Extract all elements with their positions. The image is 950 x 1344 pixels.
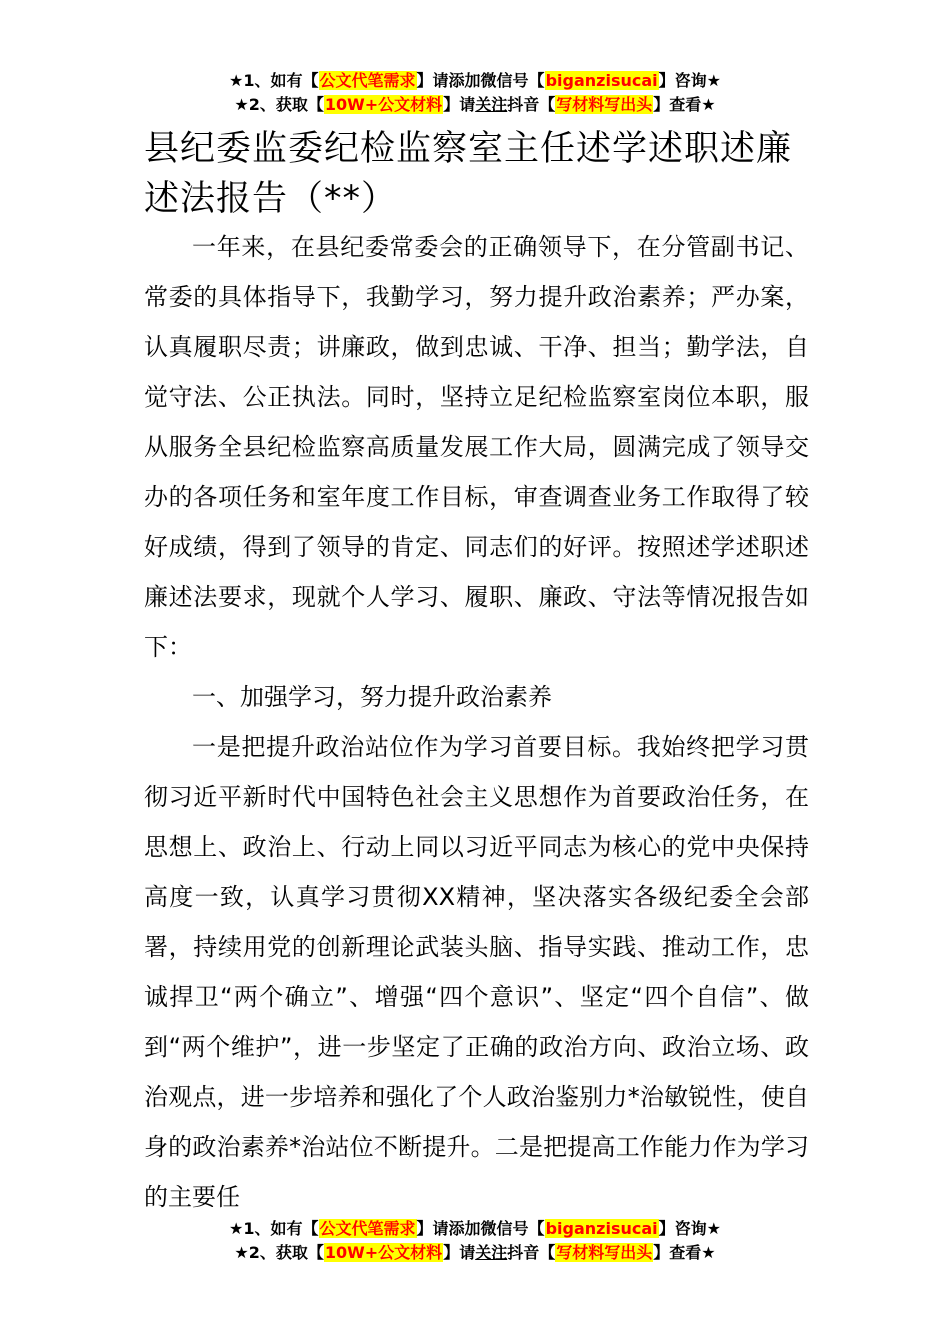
promo-text: 】请	[416, 1219, 449, 1238]
paragraph-intro: 一年来，在县纪委常委会的正确领导下，在分管副书记、常委的具体指导下，我勤学习，努力提升政治素养；严办案，认真履职尽责；讲廉政，做到忠诚、干净、担当；勤学法，自觉守法、公正执法。同时，坚持立足纪检监察室岗位本职，服从服务全县纪检监察高质量发展工作大局，圆满完成了领导交办的各项任务和室年度工作目标，审查调查业务工作取得了较好成绩，得到了领导的肯定、同志们的好评。按照述学述职述廉述法要求，现就个人学习、履职、廉政、守法等情况报告如下：	[144, 233, 809, 661]
promo-banner-top-line-1	[0, 70, 950, 92]
promo-wechat-id: biganzisucai	[545, 71, 658, 90]
promo-text: 抖音【	[507, 95, 556, 114]
promo-douyin-id: 写材料写出头	[556, 1243, 653, 1262]
promo-highlight: 10W+公文材料	[324, 95, 443, 114]
promo-text: 关注	[475, 95, 508, 114]
promo-text: 】咨询★	[658, 71, 721, 90]
promo-text: ★2、获取【	[234, 1243, 324, 1262]
promo-banner-bottom-line-2	[0, 1242, 950, 1264]
promo-text: ★1、如有【	[229, 71, 319, 90]
promo-text: 】查看★	[653, 1243, 716, 1262]
promo-text: 微信号【	[480, 71, 545, 90]
promo-banner-bottom-line-1	[0, 1218, 950, 1240]
promo-text: 关注	[475, 1243, 508, 1262]
promo-text: 】咨询★	[658, 1219, 721, 1238]
promo-text: 添加	[448, 1219, 481, 1238]
promo-text: 微信号【	[480, 1219, 545, 1238]
promo-text: 抖音【	[507, 1243, 556, 1262]
promo-text: 】请	[443, 95, 476, 114]
promo-text: ★2、获取【	[234, 95, 324, 114]
promo-text: 】请	[416, 71, 449, 90]
promo-text: 添加	[448, 71, 481, 90]
paragraph-section-1: 一是把提升政治站位作为学习首要目标。我始终把学习贯彻习近平新时代中国特色社会主义思想作为首要政治任务，在思想上、政治上、行动上同以习近平同志为核心的党中央保持高度一致，认真学习贯彻XX精神，坚决落实各级纪委全会部署，持续用党的创新理论武装头脑、指导实践、推动工作，忠诚捍卫“两个确立”、增强“四个意识”、坚定“四个自信”、做到“两个维护”，进一步坚定了正确的政治方向、政治立场、政治观点，进一步培养和强化了个人政治鉴别力*治敏锐性，使自身的政治素养*治站位不断提升。二是把提高工作能力作为学习的主要任	[144, 733, 809, 1211]
document-body	[144, 222, 809, 1222]
promo-douyin-id: 写材料写出头	[556, 95, 653, 114]
promo-wechat-id: biganzisucai	[545, 1219, 658, 1238]
document-title: 县纪委监委纪检监察室主任述学述职述廉述法报告（**）	[144, 129, 793, 219]
promo-highlight: 10W+公文材料	[324, 1243, 443, 1262]
promo-highlight: 公文代笔需求	[319, 71, 416, 90]
promo-banner-top-line-2	[0, 94, 950, 116]
promo-text: 】请	[443, 1243, 476, 1262]
promo-highlight: 公文代笔需求	[319, 1219, 416, 1238]
section-heading-1: 一、加强学习，努力提升政治素养	[192, 683, 552, 711]
promo-text: ★1、如有【	[229, 1219, 319, 1238]
promo-text: 】查看★	[653, 95, 716, 114]
